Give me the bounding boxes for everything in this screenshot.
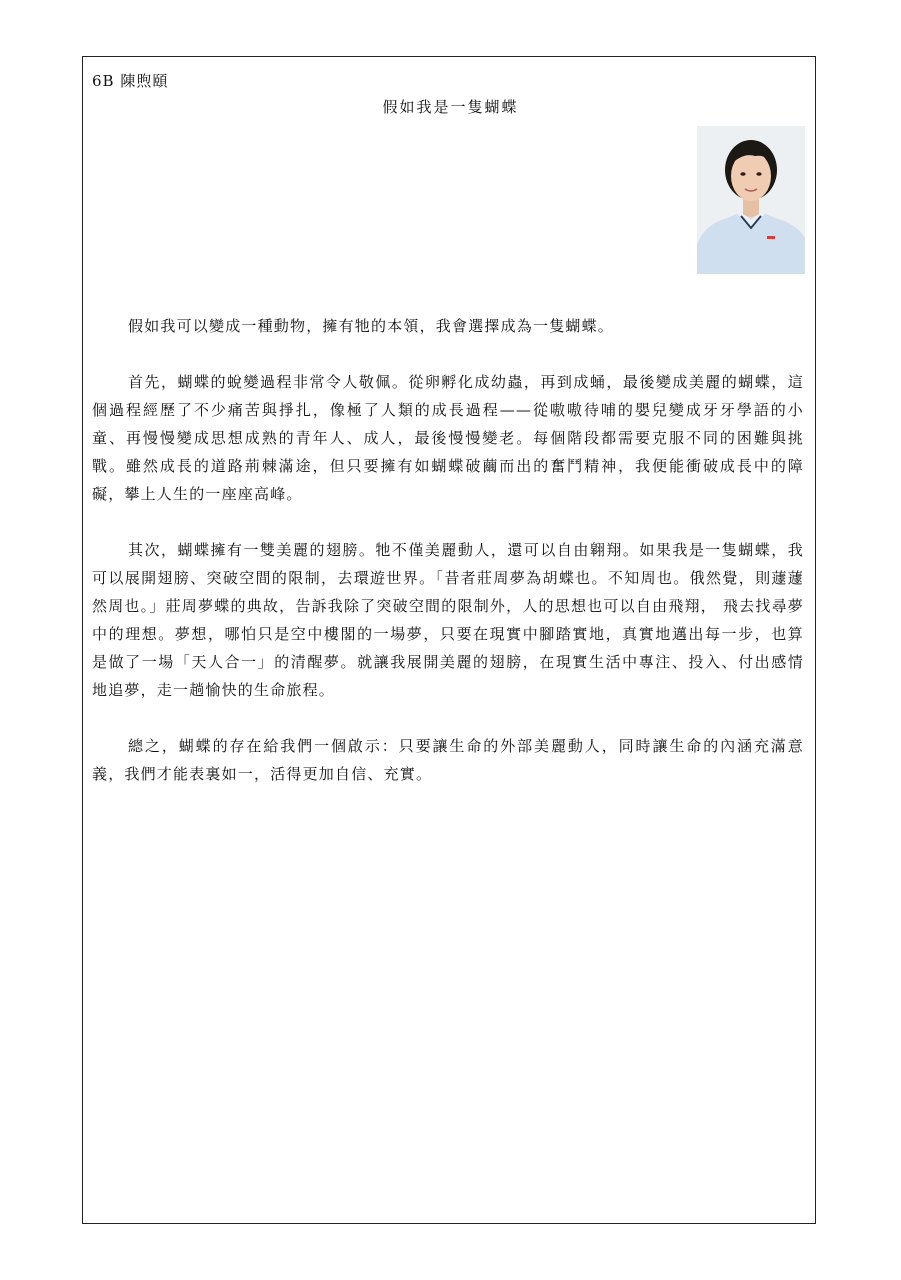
essay-paragraph-2: 首先，蝴蝶的蛻變過程非常令人敬佩。從卵孵化成幼蟲，再到成蛹，最後變成美麗的蝴蝶，這個過程經歷了不少痛苦與掙扎，像極了人類的成長過程——從嗷嗷待哺的嬰兒變成牙牙學語的小童、再慢慢變成思想成熟的青年人、成人，最後慢慢變老。每個階段都需要克服不同的困難與挑戰。雖然成長的道路荊棘滿途，但只要擁有如蝴蝶破繭而出的奮鬥精神，我便能衝破成長中的障礙，攀上人生的一座座高峰。 xyxy=(92,373,804,503)
author-class-name: 6B 陳煦頤 xyxy=(92,72,169,90)
essay-paragraph-4: 總之，蝴蝶的存在給我們一個啟示：只要讓生命的外部美麗動人，同時讓生命的內涵充滿意義，我們才能表裏如一，活得更加自信、充實。 xyxy=(92,737,804,783)
student-portrait-icon xyxy=(697,126,805,274)
essay-title: 假如我是一隻蝴蝶 xyxy=(382,98,519,116)
essay-body xyxy=(92,312,804,816)
essay-paragraph-1: 假如我可以變成一種動物，擁有牠的本領，我會選擇成為一隻蝴蝶。 xyxy=(128,317,615,335)
essay-paragraph-3: 其次，蝴蝶擁有一雙美麗的翅膀。牠不僅美麗動人，還可以自由翱翔。如果我是一隻蝴蝶，我可以展開翅膀、突破空間的限制，去環遊世界。「昔者莊周夢為胡蝶也。不知周也。俄然覺，則蘧蘧然周也。」莊周夢蝶的典故，告訴我除了突破空間的限制外，人的思想也可以自由飛翔， 飛去找尋夢中的理想。夢想，哪怕只是空中樓閣的一場夢，只要在現實中腳踏實地，真實地邁出每一步，也算是做了一場「天人合一」的清醒夢。就讓我展開美麗的翅膀，在現實生活中專注、投入、付出感情地追夢，走一趟愉快的生命旅程。 xyxy=(92,541,804,699)
student-photo xyxy=(697,126,805,274)
